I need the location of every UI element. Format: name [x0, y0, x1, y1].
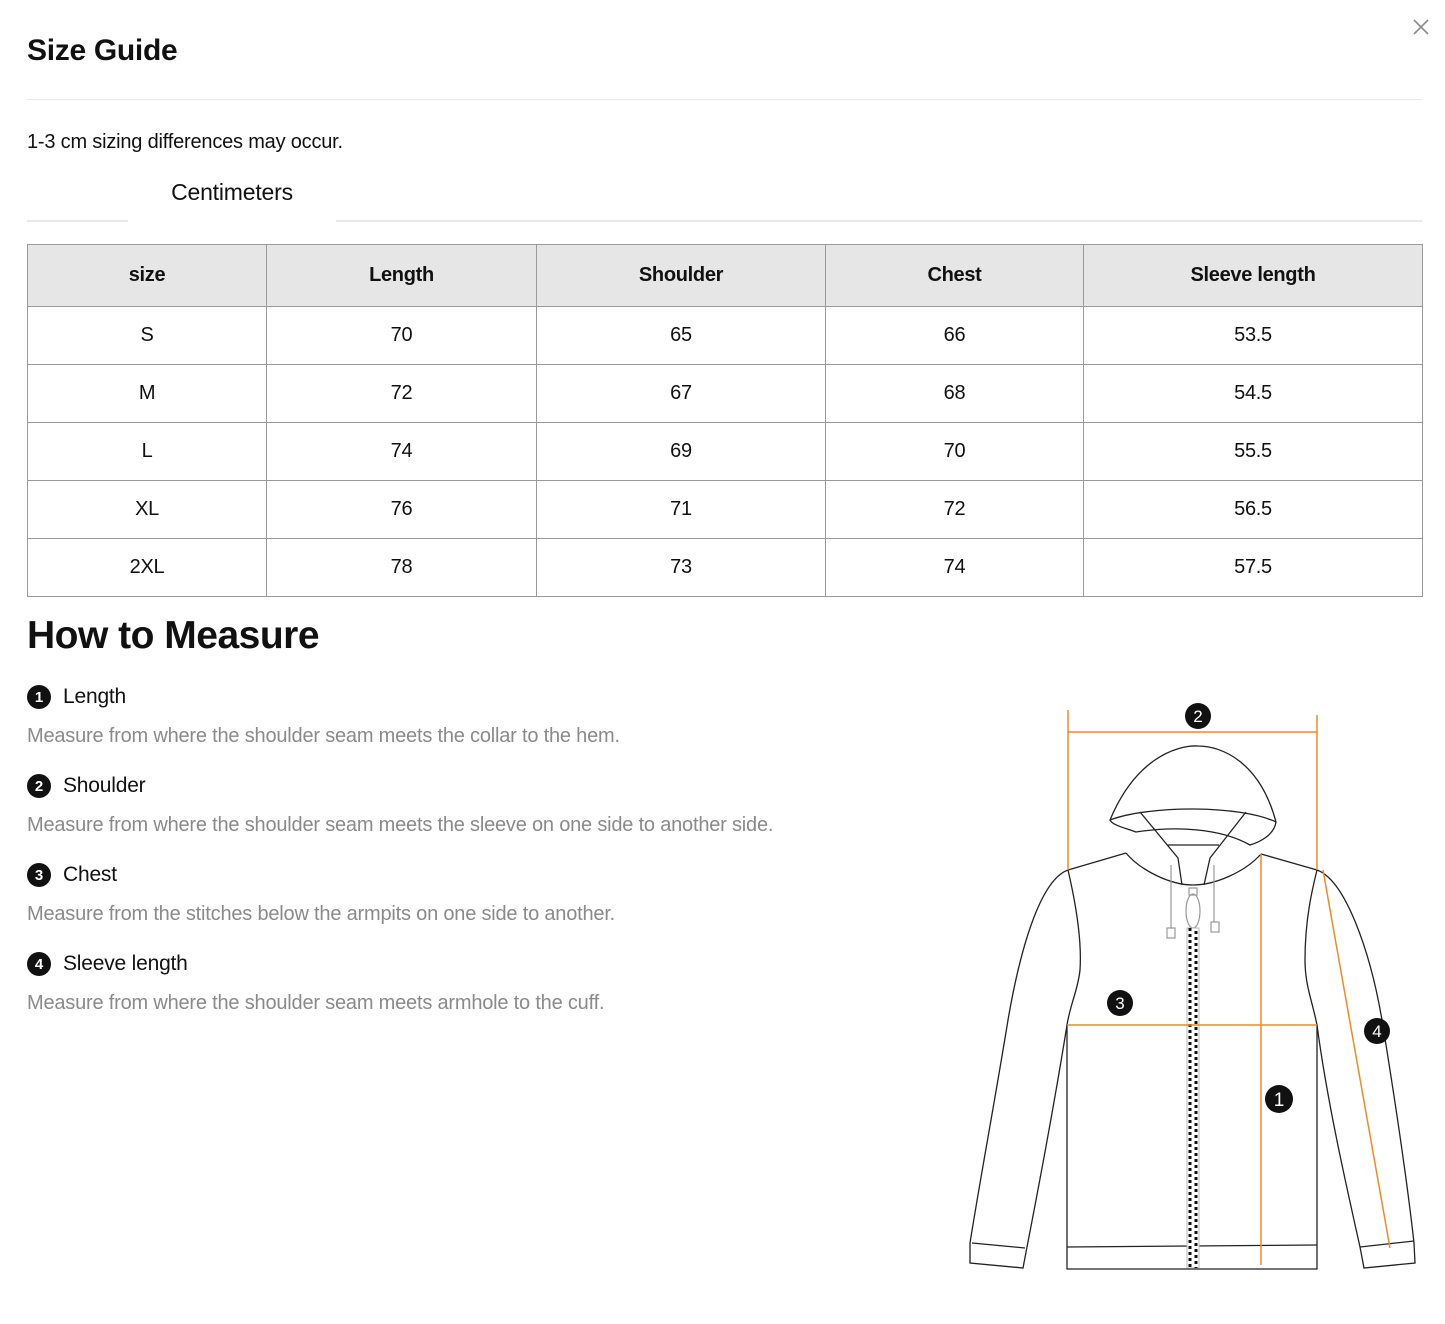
number-badge-icon: 3 [27, 863, 51, 887]
measure-description: Measure from where the shoulder seam meets the collar to the hem. [27, 725, 620, 747]
cell-size: L [28, 423, 267, 481]
cell-shoulder: 69 [537, 423, 826, 481]
close-button[interactable] [1410, 16, 1432, 38]
tab-divider [27, 220, 128, 222]
measure-item-length [27, 681, 927, 770]
cell-size: 2XL [28, 539, 267, 597]
cell-shoulder: 67 [537, 365, 826, 423]
cell-length: 72 [267, 365, 537, 423]
header-divider [27, 99, 1422, 100]
measure-label: Shoulder [63, 774, 146, 797]
cell-shoulder: 65 [537, 307, 826, 365]
cell-length: 76 [267, 481, 537, 539]
cell-chest: 68 [826, 365, 1084, 423]
drawstring-icon [1167, 865, 1219, 938]
cell-length: 70 [267, 307, 537, 365]
cell-chest: 70 [826, 423, 1084, 481]
table-header-row [28, 245, 1423, 307]
measure-label: Chest [63, 863, 117, 886]
cell-shoulder: 73 [537, 539, 826, 597]
number-badge-icon: 1 [27, 685, 51, 709]
cell-size: M [28, 365, 267, 423]
cell-size: S [28, 307, 267, 365]
cell-length: 74 [267, 423, 537, 481]
column-header: Chest [826, 245, 1084, 307]
cell-chest: 66 [826, 307, 1084, 365]
measure-item-sleeve-length [27, 948, 927, 1037]
measure-description: Measure from the stitches below the armpits on one side to another. [27, 903, 616, 925]
table-row [28, 481, 1423, 539]
cell-sleeve-length: 56.5 [1084, 481, 1423, 539]
column-header: Shoulder [537, 245, 826, 307]
cell-shoulder: 71 [537, 481, 826, 539]
number-badge-icon: 4 [27, 952, 51, 976]
measure-item-chest [27, 859, 927, 948]
table-row [28, 423, 1423, 481]
cell-sleeve-length: 55.5 [1084, 423, 1423, 481]
column-header: size [28, 245, 267, 307]
svg-text:1: 1 [1273, 1090, 1285, 1111]
cell-size: XL [28, 481, 267, 539]
cell-sleeve-length: 54.5 [1084, 365, 1423, 423]
tab-divider [336, 220, 1422, 222]
number-badge-icon: 2 [27, 774, 51, 798]
cell-sleeve-length: 53.5 [1084, 307, 1423, 365]
dialog-title: Size Guide [27, 34, 178, 67]
cell-chest: 72 [826, 481, 1084, 539]
measure-instructions [27, 681, 927, 1037]
svg-text:2: 2 [1193, 707, 1203, 726]
measure-item-shoulder [27, 770, 927, 859]
svg-text:4: 4 [1372, 1022, 1382, 1041]
cell-chest: 74 [826, 539, 1084, 597]
column-header: Sleeve length [1084, 245, 1423, 307]
size-table [27, 244, 1423, 597]
measure-lines [1067, 710, 1390, 1265]
table-row [28, 539, 1423, 597]
how-to-measure-title: How to Measure [27, 614, 320, 657]
zipper-icon [1187, 928, 1199, 1268]
unit-tabs [27, 176, 1422, 224]
table-row [28, 365, 1423, 423]
tab-centimeters[interactable]: Centimeters [171, 179, 293, 205]
table-row [28, 307, 1423, 365]
svg-text:3: 3 [1115, 994, 1125, 1013]
cell-sleeve-length: 57.5 [1084, 539, 1423, 597]
cell-length: 78 [267, 539, 537, 597]
measure-label: Sleeve length [63, 952, 188, 975]
measure-description: Measure from where the shoulder seam meets armhole to the cuff. [27, 992, 605, 1014]
column-header: Length [267, 245, 537, 307]
measure-description: Measure from where the shoulder seam meets the sleeve on one side to another side. [27, 814, 774, 836]
measure-label: Length [63, 685, 127, 708]
sizing-note: 1-3 cm sizing differences may occur. [27, 131, 343, 153]
hoodie-measurement-diagram [960, 700, 1430, 1280]
close-icon [1412, 18, 1430, 36]
